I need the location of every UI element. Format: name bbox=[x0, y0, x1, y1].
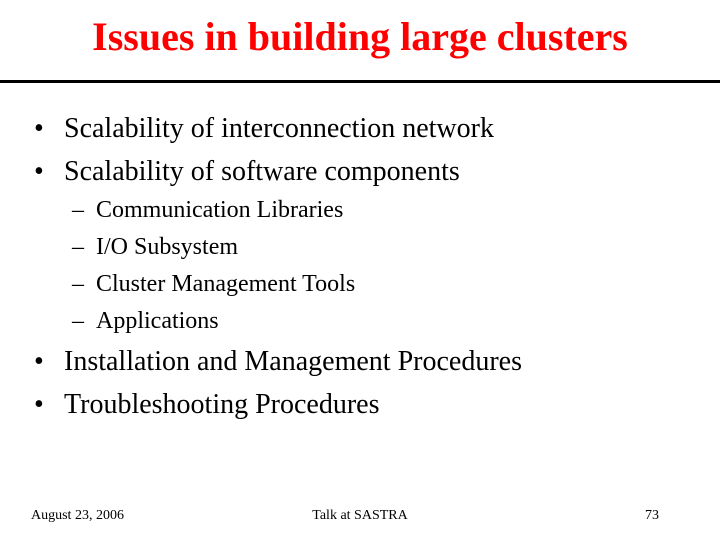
sub-bullet-text: Applications bbox=[96, 308, 219, 334]
sub-bullet-item bbox=[72, 270, 355, 298]
bullet-item bbox=[34, 155, 460, 189]
bullet-item bbox=[34, 112, 494, 146]
sub-bullet-item bbox=[72, 196, 343, 224]
bullet-text: Scalability of interconnection network bbox=[64, 113, 494, 144]
bullet-text: Troubleshooting Procedures bbox=[64, 389, 380, 420]
sub-bullet-text: I/O Subsystem bbox=[96, 234, 239, 260]
footer-talk-title: Talk at SASTRA bbox=[312, 508, 408, 523]
bullet-text: Scalability of software components bbox=[64, 156, 460, 187]
dash-icon: – bbox=[72, 271, 84, 297]
sub-bullet-item bbox=[72, 233, 238, 261]
bullet-icon: • bbox=[34, 113, 44, 144]
dash-icon: – bbox=[72, 197, 84, 223]
sub-bullet-item bbox=[72, 307, 219, 335]
bullet-icon: • bbox=[34, 346, 44, 377]
page-number: 73 bbox=[645, 508, 659, 523]
title-divider bbox=[0, 80, 720, 83]
sub-bullet-text: Communication Libraries bbox=[96, 197, 344, 223]
dash-icon: – bbox=[72, 234, 84, 260]
sub-bullet-text: Cluster Management Tools bbox=[96, 271, 356, 297]
bullet-icon: • bbox=[34, 156, 44, 187]
bullet-item bbox=[34, 388, 380, 422]
bullet-text: Installation and Management Procedures bbox=[64, 346, 522, 377]
bullet-icon: • bbox=[34, 389, 44, 420]
footer-date: August 23, 2006 bbox=[31, 508, 124, 523]
dash-icon: – bbox=[72, 308, 84, 334]
slide-title: Issues in building large clusters bbox=[92, 14, 628, 59]
bullet-item bbox=[34, 345, 522, 379]
